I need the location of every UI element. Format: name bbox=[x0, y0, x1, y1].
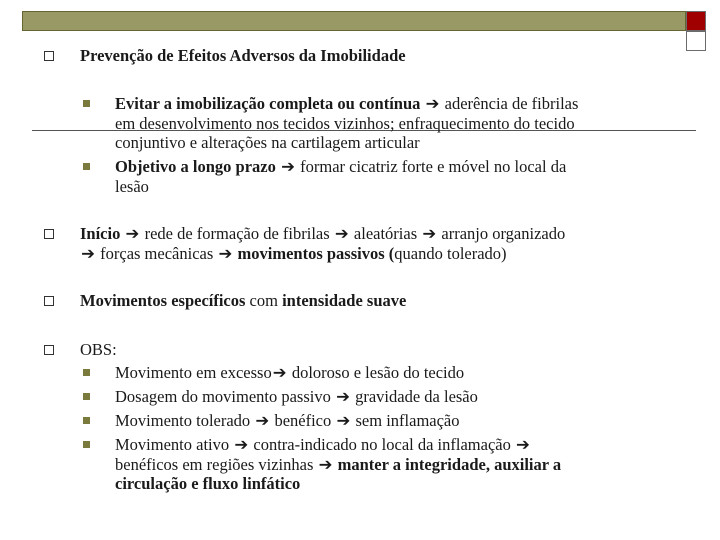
accent-square-red bbox=[686, 11, 706, 31]
right-arrow-icon: ➔ bbox=[234, 435, 249, 454]
right-arrow-icon: ➔ bbox=[281, 157, 295, 176]
obs-bullet-2: Dosagem do movimento passivo ➔ gravidade da lesão bbox=[115, 387, 478, 406]
filled-square-bullet-icon bbox=[83, 417, 90, 424]
filled-square-bullet-icon bbox=[83, 441, 90, 448]
right-arrow-icon: ➔ bbox=[334, 224, 349, 243]
sub-bullet-1: Evitar a imobilização completa ou contínua ➔ aderência de fibrilas em desenvolvimento nos tecidos vizinhos; enfraquecimento do tecido conjuntivo e alterações na cartilagem articular bbox=[115, 94, 579, 152]
filled-square-bullet-icon bbox=[83, 163, 90, 170]
right-arrow-icon: ➔ bbox=[272, 363, 287, 382]
obs-bullet-4: Movimento ativo ➔ contra-indicado no local da inflamação ➔ benéficos em regiões vizinhas ➔ manter a integridade, auxiliar a circulação e fluxo linfático bbox=[115, 435, 562, 493]
right-arrow-icon: ➔ bbox=[516, 435, 530, 454]
right-arrow-icon: ➔ bbox=[125, 224, 140, 243]
empty-square-icon bbox=[44, 229, 54, 239]
right-arrow-icon: ➔ bbox=[255, 411, 270, 430]
empty-square-icon bbox=[44, 345, 54, 355]
right-arrow-icon: ➔ bbox=[422, 224, 437, 243]
title-bar-decoration bbox=[22, 11, 686, 31]
sub-bullet-2: Objetivo a longo prazo ➔ formar cicatriz forte e móvel no local da lesão bbox=[115, 157, 567, 196]
empty-square-icon bbox=[44, 51, 54, 61]
item-4-label: OBS: bbox=[80, 340, 117, 359]
item-1-title: Prevenção de Efeitos Adversos da Imobilidade bbox=[80, 46, 406, 65]
right-arrow-icon: ➔ bbox=[336, 387, 350, 406]
empty-square-icon bbox=[44, 296, 54, 306]
obs-bullet-1: Movimento em excesso➔ doloroso e lesão do tecido bbox=[115, 363, 465, 382]
item-2: Início ➔ rede de formação de fibrilas ➔ aleatórias ➔ arranjo organizado ➔ forças mecânicas ➔ movimentos passivos (quando tolerado) bbox=[80, 224, 566, 263]
filled-square-bullet-icon bbox=[83, 100, 90, 107]
right-arrow-icon: ➔ bbox=[336, 411, 351, 430]
right-arrow-icon: ➔ bbox=[81, 243, 95, 263]
right-arrow-icon: ➔ bbox=[318, 454, 333, 474]
obs-bullet-3: Movimento tolerado ➔ benéfico ➔ sem inflamação bbox=[115, 411, 460, 430]
item-3: Movimentos específicos com intensidade suave bbox=[80, 291, 407, 310]
filled-square-bullet-icon bbox=[83, 393, 90, 400]
right-arrow-icon: ➔ bbox=[218, 243, 233, 263]
right-arrow-icon: ➔ bbox=[425, 94, 440, 113]
filled-square-bullet-icon bbox=[83, 369, 90, 376]
